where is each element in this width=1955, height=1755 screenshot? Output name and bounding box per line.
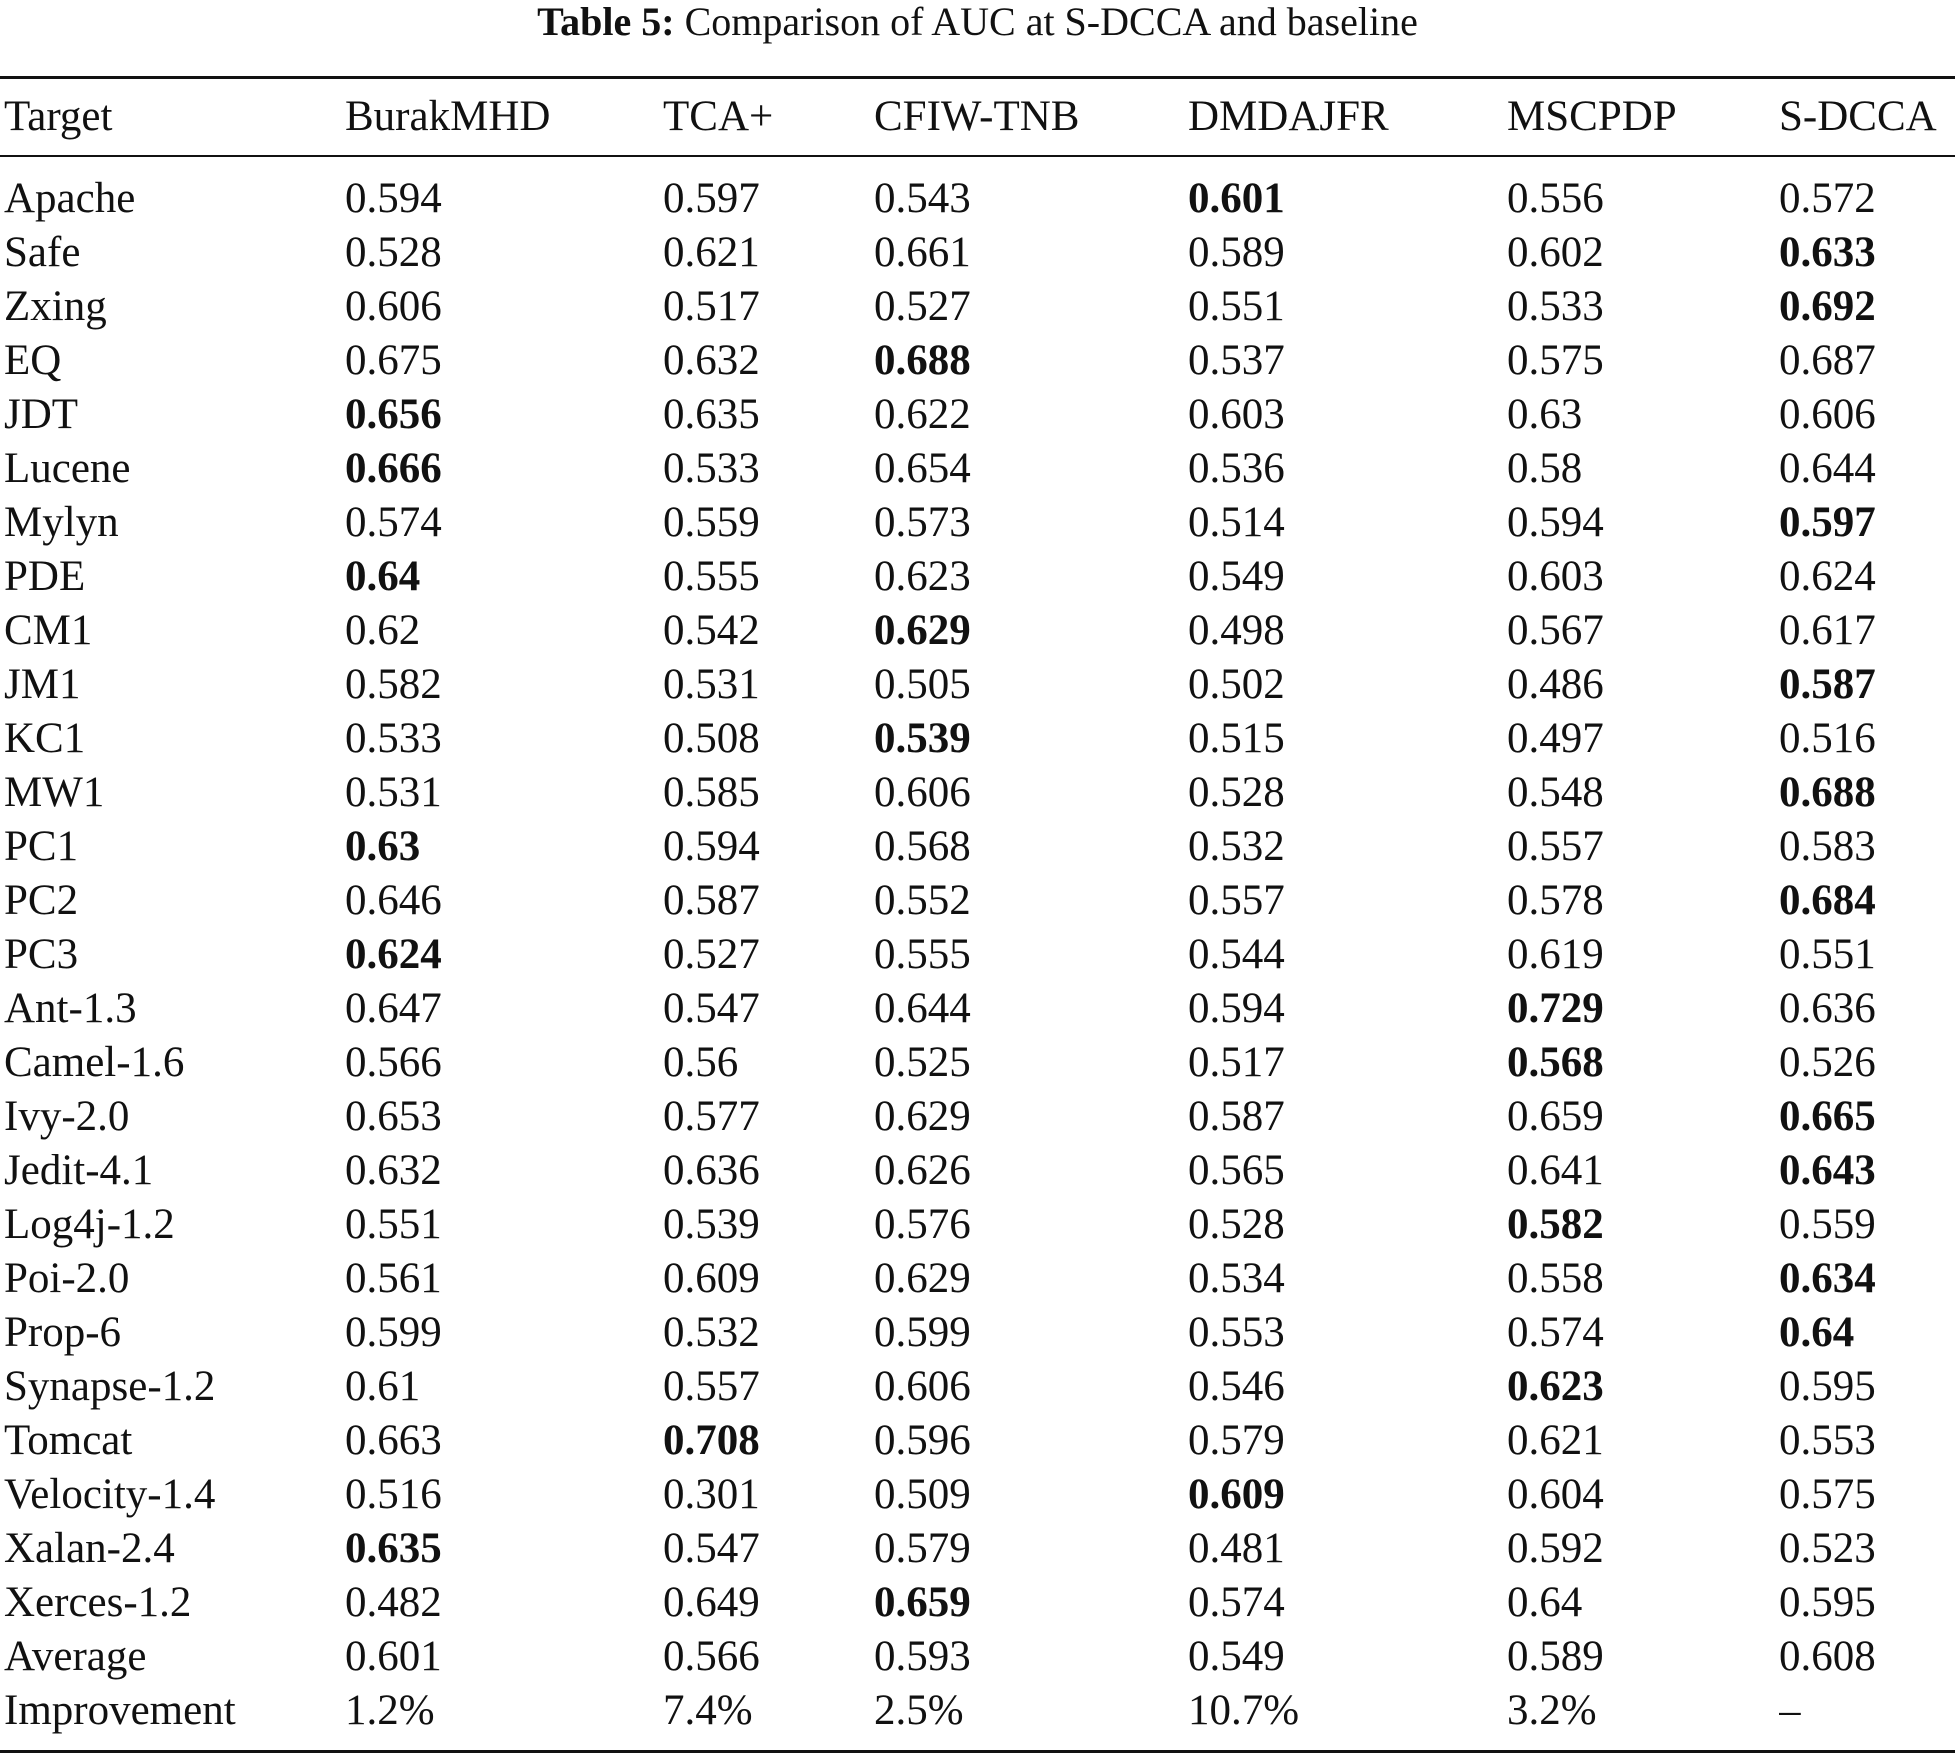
value-cell: 0.549 <box>1188 1633 1285 1680</box>
table-row <box>0 712 1955 766</box>
table-row <box>0 442 1955 496</box>
value-cell: 0.583 <box>1779 823 1876 870</box>
value-cell: 0.603 <box>1507 553 1604 600</box>
header-cell: S-DCCA <box>1779 93 1937 140</box>
value-cell: 0.599 <box>874 1309 971 1356</box>
value-cell: 0.482 <box>345 1579 442 1626</box>
value-cell: 0.517 <box>1188 1039 1285 1086</box>
value-cell: 0.559 <box>1779 1201 1876 1248</box>
value-cell: 0.548 <box>1507 769 1604 816</box>
best-value-cell: 0.665 <box>1779 1093 1876 1140</box>
value-cell: 0.599 <box>345 1309 442 1356</box>
value-cell: 0.533 <box>663 445 760 492</box>
target-cell: Velocity-1.4 <box>4 1471 216 1518</box>
value-cell: 0.64 <box>1507 1579 1583 1626</box>
value-cell: 0.557 <box>1188 877 1285 924</box>
value-cell: 0.547 <box>663 985 760 1032</box>
value-cell: 0.585 <box>663 769 760 816</box>
target-cell: MW1 <box>4 769 105 816</box>
value-cell: 0.604 <box>1507 1471 1604 1518</box>
value-cell: 0.502 <box>1188 661 1285 708</box>
value-cell: 0.635 <box>663 391 760 438</box>
value-cell: 0.531 <box>663 661 760 708</box>
table-row <box>0 820 1955 874</box>
value-cell: 0.603 <box>1188 391 1285 438</box>
value-cell: 0.572 <box>1779 175 1876 222</box>
header-cell: MSCPDP <box>1507 93 1677 140</box>
value-cell: 0.543 <box>874 175 971 222</box>
value-cell: 0.574 <box>345 499 442 546</box>
table-row <box>0 1468 1955 1522</box>
target-cell: Mylyn <box>4 499 119 546</box>
value-cell: 0.606 <box>874 769 971 816</box>
table-row <box>0 604 1955 658</box>
value-cell: 0.566 <box>663 1633 760 1680</box>
header-rule <box>0 155 1955 157</box>
value-cell: 0.577 <box>663 1093 760 1140</box>
value-cell: 0.553 <box>1779 1417 1876 1464</box>
target-cell: Apache <box>4 175 136 222</box>
target-cell: Log4j-1.2 <box>4 1201 175 1248</box>
value-cell: 0.567 <box>1507 607 1604 654</box>
table-row <box>0 280 1955 334</box>
value-cell: 0.539 <box>663 1201 760 1248</box>
value-cell: 0.595 <box>1779 1579 1876 1626</box>
value-cell: 0.516 <box>1779 715 1876 762</box>
table-row <box>0 388 1955 442</box>
value-cell: 0.63 <box>1507 391 1583 438</box>
table-row <box>0 1360 1955 1414</box>
value-cell: 0.594 <box>1507 499 1604 546</box>
table-row <box>0 982 1955 1036</box>
table-row <box>0 874 1955 928</box>
value-cell: 0.601 <box>345 1633 442 1680</box>
target-cell: Lucene <box>4 445 131 492</box>
value-cell: 0.609 <box>663 1255 760 1302</box>
table-caption <box>0 0 1955 44</box>
table-row <box>0 172 1955 226</box>
value-cell: 2.5% <box>874 1687 964 1734</box>
value-cell: 0.641 <box>1507 1147 1604 1194</box>
value-cell: 0.594 <box>1188 985 1285 1032</box>
best-value-cell: 0.609 <box>1188 1471 1285 1518</box>
value-cell: 0.555 <box>663 553 760 600</box>
target-cell: Zxing <box>4 283 107 330</box>
best-value-cell: 0.568 <box>1507 1039 1604 1086</box>
value-cell: 0.536 <box>1188 445 1285 492</box>
value-cell: – <box>1779 1687 1801 1734</box>
value-cell: 0.558 <box>1507 1255 1604 1302</box>
table-row <box>0 334 1955 388</box>
target-cell: Safe <box>4 229 81 276</box>
value-cell: 0.582 <box>345 661 442 708</box>
value-cell: 0.653 <box>345 1093 442 1140</box>
value-cell: 0.623 <box>874 553 971 600</box>
value-cell: 0.528 <box>1188 1201 1285 1248</box>
value-cell: 0.578 <box>1507 877 1604 924</box>
value-cell: 0.559 <box>663 499 760 546</box>
value-cell: 0.644 <box>874 985 971 1032</box>
best-value-cell: 0.601 <box>1188 175 1285 222</box>
value-cell: 0.654 <box>874 445 971 492</box>
value-cell: 0.594 <box>345 175 442 222</box>
value-cell: 0.646 <box>345 877 442 924</box>
target-cell: Improvement <box>4 1687 236 1734</box>
target-cell: Poi-2.0 <box>4 1255 130 1302</box>
value-cell: 0.592 <box>1507 1525 1604 1572</box>
value-cell: 0.595 <box>1779 1363 1876 1410</box>
value-cell: 0.589 <box>1188 229 1285 276</box>
target-cell: PC3 <box>4 931 79 978</box>
header-cell: BurakMHD <box>345 93 551 140</box>
value-cell: 0.647 <box>345 985 442 1032</box>
target-cell: KC1 <box>4 715 86 762</box>
table-row <box>0 1036 1955 1090</box>
value-cell: 0.579 <box>1188 1417 1285 1464</box>
value-cell: 0.528 <box>1188 769 1285 816</box>
target-cell: Ant-1.3 <box>4 985 137 1032</box>
value-cell: 0.632 <box>663 337 760 384</box>
value-cell: 0.624 <box>1779 553 1876 600</box>
value-cell: 0.551 <box>1188 283 1285 330</box>
value-cell: 0.552 <box>874 877 971 924</box>
value-cell: 10.7% <box>1188 1687 1300 1734</box>
target-cell: Prop-6 <box>4 1309 122 1356</box>
value-cell: 0.575 <box>1507 337 1604 384</box>
value-cell: 0.527 <box>874 283 971 330</box>
header-cell: TCA+ <box>663 93 774 140</box>
value-cell: 0.566 <box>345 1039 442 1086</box>
target-cell: CM1 <box>4 607 93 654</box>
value-cell: 0.636 <box>1779 985 1876 1032</box>
table-row <box>0 226 1955 280</box>
best-value-cell: 0.624 <box>345 931 442 978</box>
target-cell: JM1 <box>4 661 81 708</box>
value-cell: 0.573 <box>874 499 971 546</box>
value-cell: 0.537 <box>1188 337 1285 384</box>
value-cell: 0.632 <box>345 1147 442 1194</box>
target-cell: EQ <box>4 337 62 384</box>
value-cell: 0.515 <box>1188 715 1285 762</box>
value-cell: 0.629 <box>874 1255 971 1302</box>
value-cell: 0.526 <box>1779 1039 1876 1086</box>
value-cell: 0.619 <box>1507 931 1604 978</box>
value-cell: 0.596 <box>874 1417 971 1464</box>
value-cell: 1.2% <box>345 1687 435 1734</box>
value-cell: 0.622 <box>874 391 971 438</box>
best-value-cell: 0.597 <box>1779 499 1876 546</box>
target-cell: Average <box>4 1633 147 1680</box>
value-cell: 0.62 <box>345 607 421 654</box>
best-value-cell: 0.643 <box>1779 1147 1876 1194</box>
value-cell: 0.644 <box>1779 445 1876 492</box>
value-cell: 0.649 <box>663 1579 760 1626</box>
best-value-cell: 0.587 <box>1779 661 1876 708</box>
value-cell: 0.576 <box>874 1201 971 1248</box>
value-cell: 0.61 <box>345 1363 421 1410</box>
value-cell: 0.533 <box>345 715 442 762</box>
table-row <box>0 1684 1955 1738</box>
target-cell: JDT <box>4 391 79 438</box>
value-cell: 0.514 <box>1188 499 1285 546</box>
value-cell: 0.587 <box>663 877 760 924</box>
value-cell: 0.505 <box>874 661 971 708</box>
table-row <box>0 496 1955 550</box>
best-value-cell: 0.623 <box>1507 1363 1604 1410</box>
bottom-rule <box>0 1750 1955 1753</box>
value-cell: 0.549 <box>1188 553 1285 600</box>
best-value-cell: 0.659 <box>874 1579 971 1626</box>
target-cell: Xalan-2.4 <box>4 1525 175 1572</box>
value-cell: 0.626 <box>874 1147 971 1194</box>
caption-label: Table 5: <box>537 0 675 44</box>
value-cell: 0.557 <box>663 1363 760 1410</box>
value-cell: 0.606 <box>1779 391 1876 438</box>
value-cell: 0.532 <box>663 1309 760 1356</box>
value-cell: 0.557 <box>1507 823 1604 870</box>
value-cell: 0.597 <box>663 175 760 222</box>
value-cell: 0.532 <box>1188 823 1285 870</box>
best-value-cell: 0.729 <box>1507 985 1604 1032</box>
target-cell: Jedit-4.1 <box>4 1147 154 1194</box>
value-cell: 0.593 <box>874 1633 971 1680</box>
target-cell: Synapse-1.2 <box>4 1363 216 1410</box>
target-cell: Ivy-2.0 <box>4 1093 130 1140</box>
value-cell: 0.546 <box>1188 1363 1285 1410</box>
best-value-cell: 0.63 <box>345 823 421 870</box>
target-cell: Tomcat <box>4 1417 133 1464</box>
header-cell: CFIW-TNB <box>874 93 1080 140</box>
value-cell: 0.617 <box>1779 607 1876 654</box>
best-value-cell: 0.688 <box>874 337 971 384</box>
header-cell: DMDAJFR <box>1188 93 1389 140</box>
best-value-cell: 0.634 <box>1779 1255 1876 1302</box>
best-value-cell: 0.666 <box>345 445 442 492</box>
value-cell: 0.508 <box>663 715 760 762</box>
best-value-cell: 0.635 <box>345 1525 442 1572</box>
value-cell: 0.534 <box>1188 1255 1285 1302</box>
target-cell: Camel-1.6 <box>4 1039 185 1086</box>
value-cell: 0.527 <box>663 931 760 978</box>
value-cell: 0.497 <box>1507 715 1604 762</box>
best-value-cell: 0.582 <box>1507 1201 1604 1248</box>
value-cell: 0.663 <box>345 1417 442 1464</box>
table-row <box>0 928 1955 982</box>
best-value-cell: 0.539 <box>874 715 971 762</box>
value-cell: 0.659 <box>1507 1093 1604 1140</box>
value-cell: 0.675 <box>345 337 442 384</box>
value-cell: 0.551 <box>1779 931 1876 978</box>
best-value-cell: 0.708 <box>663 1417 760 1464</box>
value-cell: 0.533 <box>1507 283 1604 330</box>
value-cell: 0.579 <box>874 1525 971 1572</box>
value-cell: 0.589 <box>1507 1633 1604 1680</box>
value-cell: 0.547 <box>663 1525 760 1572</box>
target-cell: Xerces-1.2 <box>4 1579 192 1626</box>
value-cell: 0.636 <box>663 1147 760 1194</box>
table-row <box>0 1414 1955 1468</box>
value-cell: 0.523 <box>1779 1525 1876 1572</box>
value-cell: 0.528 <box>345 229 442 276</box>
header-cell: Target <box>4 93 113 140</box>
table-row <box>0 1090 1955 1144</box>
table-row <box>0 1306 1955 1360</box>
value-cell: 0.517 <box>663 283 760 330</box>
target-cell: PC2 <box>4 877 79 924</box>
table-row <box>0 1144 1955 1198</box>
value-cell: 0.553 <box>1188 1309 1285 1356</box>
table-header <box>0 79 1955 155</box>
caption-text: Comparison of AUC at S-DCCA and baseline <box>684 0 1418 44</box>
value-cell: 0.555 <box>874 931 971 978</box>
best-value-cell: 0.688 <box>1779 769 1876 816</box>
auc-table-body <box>0 172 1955 1738</box>
table-row <box>0 1630 1955 1684</box>
value-cell: 0.486 <box>1507 661 1604 708</box>
value-cell: 0.56 <box>663 1039 739 1086</box>
value-cell: 0.498 <box>1188 607 1285 654</box>
value-cell: 0.621 <box>663 229 760 276</box>
header-row <box>0 79 1955 155</box>
value-cell: 0.58 <box>1507 445 1583 492</box>
value-cell: 0.575 <box>1779 1471 1876 1518</box>
best-value-cell: 0.629 <box>874 607 971 654</box>
table-row <box>0 766 1955 820</box>
value-cell: 0.561 <box>345 1255 442 1302</box>
best-value-cell: 0.656 <box>345 391 442 438</box>
best-value-cell: 0.684 <box>1779 877 1876 924</box>
value-cell: 0.531 <box>345 769 442 816</box>
table-row <box>0 658 1955 712</box>
target-cell: PC1 <box>4 823 79 870</box>
table-row <box>0 1522 1955 1576</box>
value-cell: 0.565 <box>1188 1147 1285 1194</box>
value-cell: 0.509 <box>874 1471 971 1518</box>
value-cell: 0.606 <box>345 283 442 330</box>
value-cell: 0.587 <box>1188 1093 1285 1140</box>
best-value-cell: 0.64 <box>345 553 421 600</box>
value-cell: 3.2% <box>1507 1687 1597 1734</box>
table-row <box>0 550 1955 604</box>
value-cell: 0.594 <box>663 823 760 870</box>
value-cell: 0.481 <box>1188 1525 1285 1572</box>
value-cell: 0.606 <box>874 1363 971 1410</box>
value-cell: 0.556 <box>1507 175 1604 222</box>
value-cell: 0.516 <box>345 1471 442 1518</box>
table-row <box>0 1252 1955 1306</box>
value-cell: 0.661 <box>874 229 971 276</box>
value-cell: 0.608 <box>1779 1633 1876 1680</box>
value-cell: 0.544 <box>1188 931 1285 978</box>
best-value-cell: 0.64 <box>1779 1309 1855 1356</box>
value-cell: 0.629 <box>874 1093 971 1140</box>
table-row <box>0 1576 1955 1630</box>
value-cell: 0.301 <box>663 1471 760 1518</box>
target-cell: PDE <box>4 553 86 600</box>
value-cell: 0.542 <box>663 607 760 654</box>
value-cell: 0.525 <box>874 1039 971 1086</box>
value-cell: 7.4% <box>663 1687 753 1734</box>
value-cell: 0.602 <box>1507 229 1604 276</box>
value-cell: 0.568 <box>874 823 971 870</box>
best-value-cell: 0.633 <box>1779 229 1876 276</box>
table-row <box>0 1198 1955 1252</box>
best-value-cell: 0.692 <box>1779 283 1876 330</box>
value-cell: 0.687 <box>1779 337 1876 384</box>
value-cell: 0.574 <box>1507 1309 1604 1356</box>
value-cell: 0.551 <box>345 1201 442 1248</box>
value-cell: 0.621 <box>1507 1417 1604 1464</box>
value-cell: 0.574 <box>1188 1579 1285 1626</box>
